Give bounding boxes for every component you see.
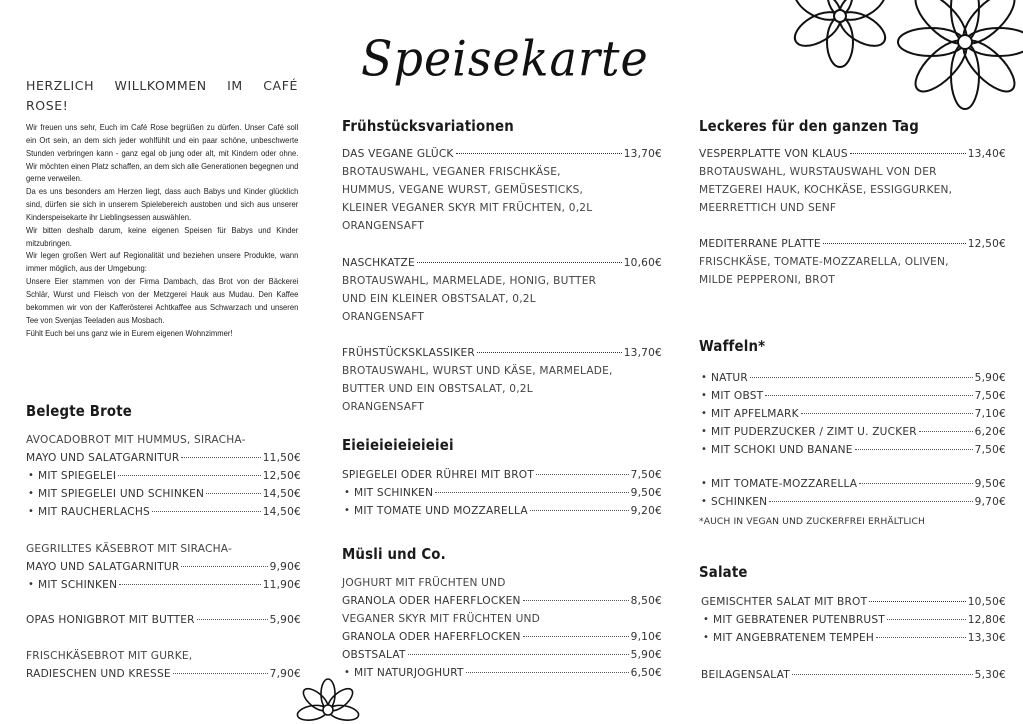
waffel-item (699, 405, 1006, 423)
waffel-item (699, 475, 1006, 493)
waffel-item (699, 369, 1006, 387)
option-price: 9,70€ (974, 496, 1006, 508)
item-price: 12,50€ (967, 238, 1006, 250)
item-description: BROTAUSWAHL, VEGANER FRISCHKÄSE, (342, 166, 561, 178)
menu-item-honigbrot (26, 611, 301, 629)
welcome-heading-line2: ROSE! (26, 98, 69, 113)
item-row (699, 235, 1006, 253)
item-price: 10,50€ (967, 596, 1006, 608)
item-row (342, 592, 662, 610)
item-description: FRISCHKÄSE, TOMATE-MOZZARELLA, OLIVEN, (699, 256, 949, 268)
option-name: • MIT PUDERZUCKER / ZIMT U. ZUCKER (711, 426, 917, 438)
option-name: • MIT SCHOKI UND BANANE (711, 444, 853, 456)
option-name: • MIT SCHINKEN (354, 487, 434, 499)
speisekarte-script-title (355, 18, 675, 98)
item-name: MAYO UND SALATGARNITUR (26, 561, 180, 573)
item-name: NASCHKATZE (342, 257, 415, 269)
item-price: 9,10€ (630, 631, 662, 643)
item-name: MEDITERRANE PLATTE (699, 238, 821, 250)
item-price: 7,90€ (269, 668, 301, 680)
option-price: 14,50€ (262, 488, 301, 500)
item-name: VESPERPLATTE VON KLAUS (699, 148, 848, 160)
waffel-item (699, 387, 1006, 405)
waffel-item (699, 441, 1006, 459)
section-title-belegte-brote: Belegte Brote (26, 402, 132, 420)
option-name: • MIT TOMATE-MOZZARELLA (711, 478, 858, 490)
item-option (342, 484, 662, 502)
welcome-paragraph: Wir freuen uns sehr, Euch im Café Rose begrüßen zu dürfen. Unser Café soll ein Ort sein, an dem sich jeder wohlfühlt und ein paar schöne, unbeschwerte Stunden verbringen kann - ganz egal ob jung oder alt, mit Kindern oder ohne. Wir möchten einen Platz schaffen, an dem sich alle Generationen begegnen und gerne verweilen. (26, 122, 299, 184)
section-title-muesli: Müsli und Co. (342, 545, 446, 563)
item-description: MEERRETTICH UND SENF (699, 202, 837, 214)
option-price: 12,80€ (967, 614, 1006, 626)
item-price: 11,50€ (262, 452, 301, 464)
section-title-waffeln: Waffeln* (699, 337, 766, 355)
item-name: OPAS HONIGBROT MIT BUTTER (26, 614, 195, 626)
item-row (701, 593, 1006, 611)
item-option (701, 611, 1006, 629)
option-price: 12,50€ (262, 470, 301, 482)
item-description: BROTAUSWAHL, MARMELADE, HONIG, BUTTER (342, 275, 597, 287)
option-name: • MIT SPIEGELEI (38, 470, 117, 482)
item-description: BROTAUSWAHL, WURST UND KÄSE, MARMELADE, (342, 365, 613, 377)
option-name: • MIT NATURJOGHURT (354, 667, 464, 679)
option-price: 6,50€ (630, 667, 662, 679)
item-description: BUTTER UND EIN OBSTSALAT, 0,2L (342, 383, 533, 395)
welcome-paragraph: Da es uns besonders am Herzen liegt, dass auch Babys und Kinder glücklich sind, dürfen sie sich in unserem Spielebereich austoben und sich aus unserer Kinderspeisekarte ihr Lieblingsessen auswählen. (26, 186, 299, 222)
item-row (342, 254, 662, 272)
option-name: • MIT OBST (711, 390, 764, 402)
item-description: UND EIN KLEINER OBSTSALAT, 0,2L (342, 293, 536, 305)
option-name: • MIT TOMATE UND MOZZARELLA (354, 505, 528, 517)
item-price: 5,30€ (974, 669, 1006, 681)
item-option (701, 629, 1006, 647)
item-option (26, 503, 301, 521)
option-price: 7,50€ (974, 390, 1006, 402)
section-title-eier: Eieieieieieieiei (342, 436, 454, 454)
welcome-heading (26, 76, 298, 116)
item-price: 5,90€ (269, 614, 301, 626)
item-description: BROTAUSWAHL, WURSTAUSWAHL VON DER (699, 166, 937, 178)
item-name: GRANOLA ODER HAFERFLOCKEN (342, 631, 521, 643)
section-title-ganzen-tag: Leckeres für den ganzen Tag (699, 117, 919, 135)
option-price: 11,90€ (262, 579, 301, 591)
item-row (26, 558, 301, 576)
option-price: 5,90€ (974, 372, 1006, 384)
menu-item-fruehstuecksklassiker (342, 344, 662, 416)
waffeln-note: *AUCH IN VEGAN UND ZUCKERFREI ERHÄLTLICH (699, 516, 925, 527)
item-row (342, 145, 662, 163)
welcome-heading-line1: HERZLICH WILLKOMMEN IM CAFÉ (26, 78, 298, 93)
item-name-line: VEGANER SKYR MIT FRÜCHTEN UND (342, 613, 541, 625)
item-row (26, 665, 301, 683)
item-row (699, 145, 1006, 163)
welcome-paragraph: Wir legen großen Wert auf Regionalität und beziehen unsere Produkte, wann immer möglich, aus der Umgebung: (26, 250, 299, 274)
welcome-paragraph: Unsere Eier stammen von der Firma Dambach, das Brot von der Bäckerei Schlär, Wurst und Fleisch von der Metzgerei Hauk aus Mudau. Den Kaffee bekommen wir von der Kafferösterei Achtkaffee aus Schwarzach und unseren Tee von Svenjas Teeladen aus Mosbach. (26, 276, 299, 325)
item-description: HUMMUS, VEGANE WURST, GEMÜSESTICKS, (342, 184, 584, 196)
item-name: FRÜHSTÜCKSKLASSIKER (342, 347, 475, 359)
item-description: ORANGENSAFT (342, 401, 425, 413)
option-name: • SCHINKEN (711, 496, 768, 508)
menu-item-mediterrane-platte (699, 235, 1006, 289)
section-title-salate: Salate (699, 563, 748, 581)
waffel-item (699, 493, 1006, 511)
item-name-line: JOGHURT MIT FRÜCHTEN UND (342, 577, 506, 589)
item-row (26, 449, 301, 467)
option-name: • MIT ANGEBRATENEM TEMPEH (713, 632, 875, 644)
item-price: 10,60€ (623, 257, 662, 269)
page-title: Speisekarte (361, 31, 649, 89)
item-row (701, 666, 1006, 684)
menu-item-vegane-glueck (342, 145, 662, 235)
item-price: 5,90€ (630, 649, 662, 661)
menu-item-frischkasebrot (26, 647, 301, 683)
option-price: 6,20€ (974, 426, 1006, 438)
item-price: 13,70€ (623, 148, 662, 160)
item-row (342, 344, 662, 362)
item-price: 7,50€ (630, 469, 662, 481)
option-price: 14,50€ (262, 506, 301, 518)
item-name: BEILAGENSALAT (701, 669, 790, 681)
item-description: KLEINER VEGANER SKYR MIT FRÜCHTEN, 0,2L (342, 202, 593, 214)
flower-icon-small (292, 676, 364, 724)
item-row (342, 646, 662, 664)
menu-list-waffeln (699, 369, 1006, 531)
item-option (26, 467, 301, 485)
option-price: 9,20€ (630, 505, 662, 517)
item-name-line: GEGRILLTES KÄSEBROT MIT SIRACHA- (26, 543, 232, 555)
item-name: SPIEGELEI ODER RÜHREI MIT BROT (342, 469, 535, 481)
section-title-fruehstueck: Frühstücksvariationen (342, 117, 514, 135)
waffel-item (699, 423, 1006, 441)
item-description: ORANGENSAFT (342, 311, 425, 323)
option-price: 13,30€ (967, 632, 1006, 644)
item-name: MAYO UND SALATGARNITUR (26, 452, 180, 464)
item-name-line: AVOCADOBROT MIT HUMMUS, SIRACHA- (26, 434, 246, 446)
menu-item-avocadobrot (26, 431, 301, 521)
option-name: • MIT SCHINKEN (38, 579, 118, 591)
welcome-text (26, 121, 298, 339)
welcome-paragraph: Wir bitten deshalb darum, keine eigenen Speisen für Babys und Kinder mitzubringen. (26, 224, 299, 248)
item-price: 13,70€ (623, 347, 662, 359)
item-name: GRANOLA ODER HAFERFLOCKEN (342, 595, 521, 607)
item-option (26, 576, 301, 594)
menu-item-vesperplatte (699, 145, 1006, 217)
option-name: • MIT APFELMARK (711, 408, 799, 420)
item-description: MILDE PEPPERONI, BROT (699, 274, 836, 286)
flower-icon-large (760, 0, 1023, 118)
item-row (342, 628, 662, 646)
menu-item-spiegelei (342, 466, 662, 520)
option-name: • MIT SPIEGELEI UND SCHINKEN (38, 488, 205, 500)
welcome-paragraph: Fühlt Euch bei uns ganz wie in Eurem eigenen Wohnzimmer! (26, 327, 233, 338)
item-description: METZGEREI HAUK, KOCHKÄSE, ESSIGGURKEN, (699, 184, 953, 196)
item-option (26, 485, 301, 503)
menu-item-naschkatze (342, 254, 662, 326)
item-option (342, 664, 662, 682)
item-name: RADIESCHEN UND KRESSE (26, 668, 171, 680)
option-price: 9,50€ (974, 478, 1006, 490)
item-price: 13,40€ (967, 148, 1006, 160)
option-price: 7,10€ (974, 408, 1006, 420)
item-price: 8,50€ (630, 595, 662, 607)
option-name: • MIT GEBRATENER PUTENBRUST (713, 614, 885, 626)
menu-item-beilagensalat (701, 666, 1006, 684)
option-price: 7,50€ (974, 444, 1006, 456)
item-row (26, 611, 301, 629)
item-name: DAS VEGANE GLÜCK (342, 148, 454, 160)
menu-item-kasebrot (26, 540, 301, 594)
menu-item-gemischter-salat (701, 593, 1006, 647)
option-name: • MIT RAUCHERLACHS (38, 506, 150, 518)
item-option (342, 502, 662, 520)
item-name: GEMISCHTER SALAT MIT BROT (701, 596, 868, 608)
option-name: • NATUR (711, 372, 748, 384)
item-name: OBSTSALAT (342, 649, 406, 661)
option-price: 9,50€ (630, 487, 662, 499)
item-price: 9,90€ (269, 561, 301, 573)
item-description: ORANGENSAFT (342, 220, 425, 232)
item-name-line: FRISCHKÄSEBROT MIT GURKE, (26, 650, 193, 662)
menu-item-joghurt (342, 574, 662, 682)
item-row (342, 466, 662, 484)
